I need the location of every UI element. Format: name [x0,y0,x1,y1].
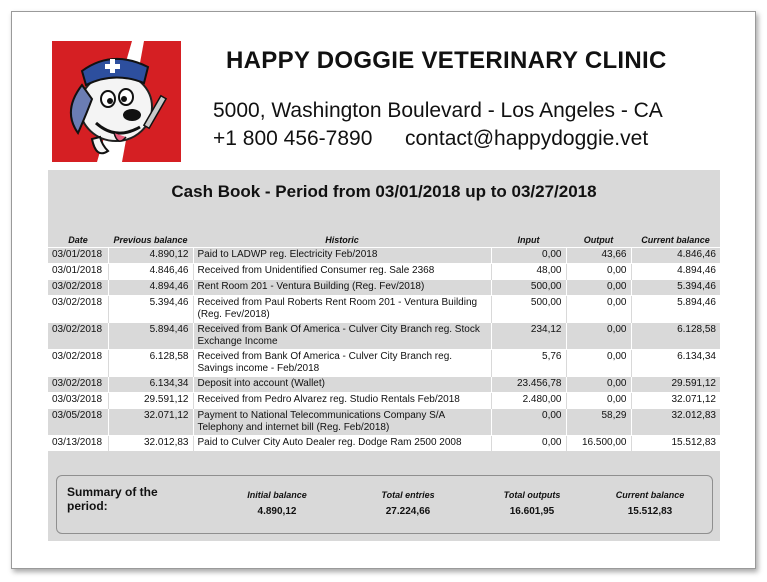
cell-output: 16.500,00 [566,436,631,452]
cash-book-table [48,232,720,451]
cell-output: 0,00 [566,280,631,296]
summary-current-balance-label: Current balance [615,490,685,500]
cell-output: 0,00 [566,350,631,377]
period-summary-box [56,475,713,534]
clinic-name: HAPPY DOGGIE VETERINARY CLINIC [226,47,667,74]
cell-output: 43,66 [566,248,631,264]
cell-historic: Received from Bank Of America - Culver City Branch reg. Stock Exchange Income [193,323,491,350]
cell-input: 23.456,78 [491,377,566,393]
cell-current-balance: 4.846,46 [631,248,720,264]
col-header-previous-balance: Previous balance [113,234,188,245]
cell-date: 03/02/2018 [48,350,108,377]
col-header-historic: Historic [325,234,359,245]
cell-previous-balance: 5.894,46 [108,323,193,350]
cell-output: 0,00 [566,393,631,409]
summary-total-outputs-label: Total outputs [503,490,561,500]
summary-total-entries-label: Total entries [381,490,435,500]
table-header-row [48,232,720,248]
table-row [48,393,720,409]
cell-historic: Paid to LADWP reg. Electricity Feb/2018 [193,248,491,264]
cell-input: 0,00 [491,409,566,436]
cell-previous-balance: 4.894,46 [108,280,193,296]
cell-current-balance: 5.894,46 [631,296,720,323]
cell-previous-balance: 6.134,34 [108,377,193,393]
cell-current-balance: 6.134,34 [631,350,720,377]
cell-current-balance: 6.128,58 [631,323,720,350]
summary-total-outputs [477,490,587,517]
cell-output: 0,00 [566,296,631,323]
clinic-address: 5000, Washington Boulevard - Los Angeles - CA [213,99,663,122]
cell-current-balance: 32.012,83 [631,409,720,436]
cell-input: 0,00 [491,436,566,452]
summary-initial-balance-label: Initial balance [247,490,307,500]
cell-input: 48,00 [491,264,566,280]
clinic-phone: +1 800 456-7890 [213,127,373,150]
cell-previous-balance: 32.071,12 [108,409,193,436]
clinic-email: contact@happydoggie.vet [405,127,649,150]
cell-output: 0,00 [566,264,631,280]
cell-previous-balance: 4.890,12 [108,248,193,264]
cell-date: 03/01/2018 [48,264,108,280]
cell-historic: Deposit into account (Wallet) [193,377,491,393]
cash-book-report [48,170,720,541]
cell-date: 03/05/2018 [48,409,108,436]
cell-date: 03/13/2018 [48,436,108,452]
cell-previous-balance: 29.591,12 [108,393,193,409]
cell-current-balance: 29.591,12 [631,377,720,393]
cell-previous-balance: 5.394,46 [108,296,193,323]
cell-input: 2.480,00 [491,393,566,409]
col-header-input: Input [517,234,540,245]
table-row [48,436,720,452]
table-row [48,280,720,296]
summary-initial-balance [222,490,332,517]
cell-historic: Payment to National Telecommunications Company S/A Telephony and internet bill (Reg. Feb/2018) [193,409,491,436]
cell-date: 03/02/2018 [48,296,108,323]
cell-date: 03/02/2018 [48,323,108,350]
cell-date: 03/03/2018 [48,393,108,409]
cell-historic: Received from Unidentified Consumer reg. Sale 2368 [193,264,491,280]
cell-historic: Rent Room 201 - Ventura Building (Reg. Fev/2018) [193,280,491,296]
cell-current-balance: 15.512,83 [631,436,720,452]
cell-input: 500,00 [491,280,566,296]
cell-historic: Received from Bank Of America - Culver City Branch reg. Savings income - Feb/2018 [193,350,491,377]
table-row [48,248,720,264]
table-row [48,264,720,280]
cell-output: 0,00 [566,377,631,393]
cell-historic: Paid to Culver City Auto Dealer reg. Dodge Ram 2500 2008 [193,436,491,452]
cell-date: 03/01/2018 [48,248,108,264]
cell-previous-balance: 6.128,58 [108,350,193,377]
summary-current-balance [595,490,705,517]
summary-title: Summary of the period: [67,485,158,513]
table-row [48,377,720,393]
cell-output: 58,29 [566,409,631,436]
cell-input: 5,76 [491,350,566,377]
cell-previous-balance: 4.846,46 [108,264,193,280]
cell-current-balance: 4.894,46 [631,264,720,280]
table-row [48,296,720,323]
col-header-date: Date [68,234,88,245]
cell-input: 0,00 [491,248,566,264]
cell-current-balance: 5.394,46 [631,280,720,296]
table-row [48,350,720,377]
cell-current-balance: 32.071,12 [631,393,720,409]
cell-date: 03/02/2018 [48,280,108,296]
summary-total-outputs-value: 16.601,95 [509,506,555,517]
summary-total-entries [353,490,463,517]
cell-output: 0,00 [566,323,631,350]
col-header-current-balance: Current balance [641,234,710,245]
cell-date: 03/02/2018 [48,377,108,393]
cartoon-dog-vet-logo-icon [52,41,181,162]
cell-historic: Received from Paul Roberts Rent Room 201 - Ventura Building (Reg. Fev/2018) [193,296,491,323]
col-header-output: Output [583,234,614,245]
summary-initial-balance-value: 4.890,12 [257,506,297,517]
table-row [48,323,720,350]
cell-input: 500,00 [491,296,566,323]
summary-total-entries-value: 27.224,66 [385,506,431,517]
report-title: Cash Book - Period from 03/01/2018 up to 03/27/2018 [171,182,597,201]
summary-current-balance-value: 15.512,83 [627,506,673,517]
table-row [48,409,720,436]
cell-historic: Received from Pedro Alvarez reg. Studio Rentals Feb/2018 [193,393,491,409]
cell-input: 234,12 [491,323,566,350]
cell-previous-balance: 32.012,83 [108,436,193,452]
